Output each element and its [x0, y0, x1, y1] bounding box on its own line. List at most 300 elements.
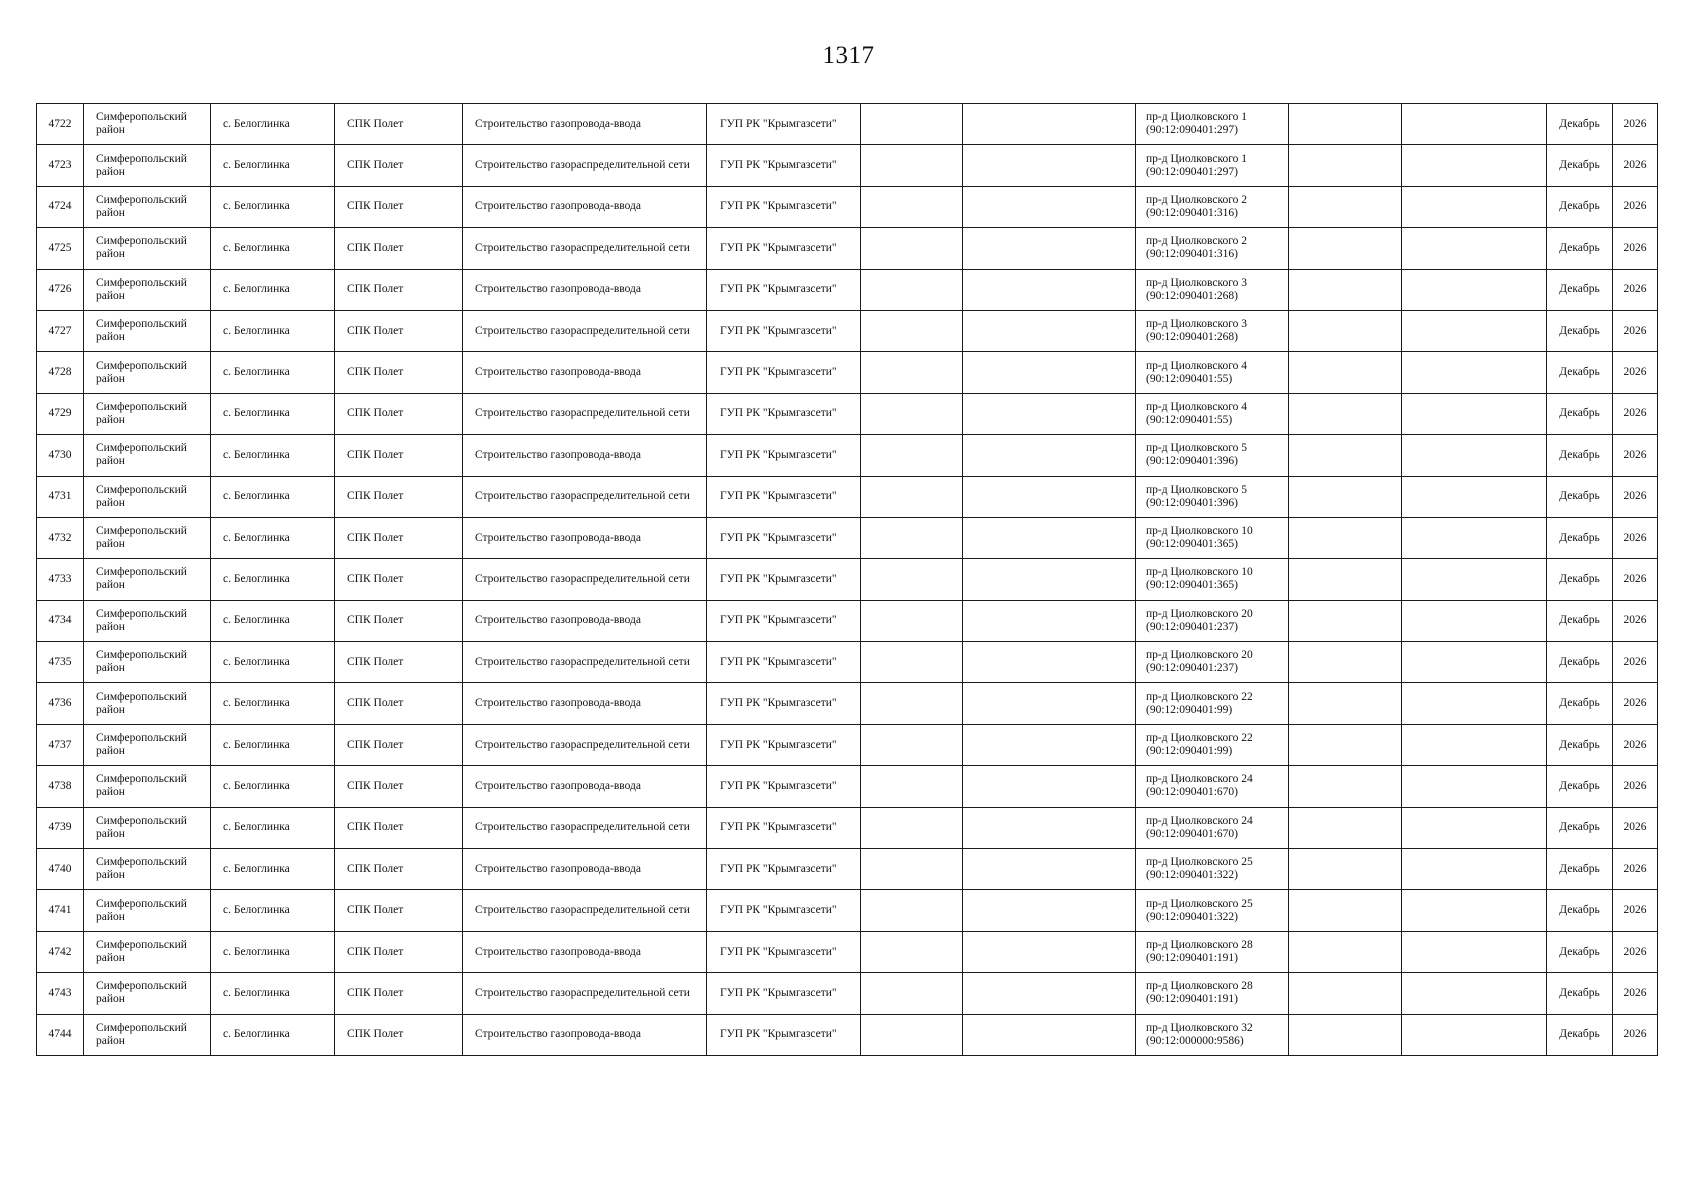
month-cell: Декабрь — [1547, 890, 1613, 931]
empty-cell — [963, 766, 1136, 807]
month-cell: Декабрь — [1547, 973, 1613, 1014]
organization-cell: ГУП РК "Крымгазсети" — [707, 476, 861, 517]
organization-cell: ГУП РК "Крымгазсети" — [707, 1014, 861, 1055]
empty-cell — [861, 642, 963, 683]
empty-cell — [861, 890, 963, 931]
row-number-cell: 4733 — [37, 559, 84, 600]
year-cell: 2026 — [1613, 269, 1658, 310]
empty-cell — [1402, 724, 1547, 765]
empty-cell — [1402, 517, 1547, 558]
empty-cell — [1289, 849, 1402, 890]
address-cell — [1136, 724, 1289, 765]
row-number-cell: 4729 — [37, 393, 84, 434]
table-row — [37, 931, 1658, 972]
address-cell — [1136, 476, 1289, 517]
month-cell: Декабрь — [1547, 766, 1613, 807]
customer-cell: СПК Полет — [335, 890, 463, 931]
organization-cell: ГУП РК "Крымгазсети" — [707, 766, 861, 807]
address-cell — [1136, 559, 1289, 600]
year-cell: 2026 — [1613, 352, 1658, 393]
address-text: пр-д Циолковского 4 — [1146, 400, 1248, 413]
empty-cell — [1289, 890, 1402, 931]
empty-cell — [861, 724, 963, 765]
customer-cell: СПК Полет — [335, 559, 463, 600]
page-number: 1317 — [822, 42, 875, 69]
address-text: пр-д Циолковского 24 — [1146, 773, 1253, 786]
empty-cell — [963, 517, 1136, 558]
row-number-cell: 4726 — [37, 269, 84, 310]
address-cell — [1136, 766, 1289, 807]
customer-cell: СПК Полет — [335, 352, 463, 393]
table-row — [37, 145, 1658, 186]
address-text: пр-д Циолковского 5 — [1146, 442, 1248, 455]
organization-cell: ГУП РК "Крымгазсети" — [707, 559, 861, 600]
month-cell: Декабрь — [1547, 228, 1613, 269]
row-number-cell: 4744 — [37, 1014, 84, 1055]
work-type-cell: Строительство газопровода-ввода — [463, 104, 707, 145]
district-cell: Симферопольский район — [84, 849, 211, 890]
cadastral-number: (90:12:090401:191) — [1146, 993, 1238, 1006]
settlement-cell: с. Белоглинка — [211, 683, 335, 724]
cadastral-number: (90:12:090401:99) — [1146, 703, 1233, 716]
settlement-cell: с. Белоглинка — [211, 973, 335, 1014]
address-cell — [1136, 807, 1289, 848]
empty-cell — [1402, 642, 1547, 683]
address-cell — [1136, 1014, 1289, 1055]
row-number-cell: 4724 — [37, 186, 84, 227]
work-type-cell: Строительство газораспределительной сети — [463, 145, 707, 186]
data-table — [36, 103, 1658, 1056]
organization-cell: ГУП РК "Крымгазсети" — [707, 890, 861, 931]
organization-cell: ГУП РК "Крымгазсети" — [707, 517, 861, 558]
organization-cell: ГУП РК "Крымгазсети" — [707, 724, 861, 765]
empty-cell — [963, 310, 1136, 351]
organization-cell: ГУП РК "Крымгазсети" — [707, 973, 861, 1014]
settlement-cell: с. Белоглинка — [211, 186, 335, 227]
month-cell: Декабрь — [1547, 269, 1613, 310]
address-text: пр-д Циолковского 20 — [1146, 649, 1253, 662]
month-cell: Декабрь — [1547, 642, 1613, 683]
month-cell: Декабрь — [1547, 600, 1613, 641]
empty-cell — [963, 352, 1136, 393]
cadastral-number: (90:12:090401:237) — [1146, 662, 1238, 675]
empty-cell — [963, 476, 1136, 517]
year-cell: 2026 — [1613, 559, 1658, 600]
month-cell: Декабрь — [1547, 683, 1613, 724]
table-row — [37, 724, 1658, 765]
settlement-cell: с. Белоглинка — [211, 1014, 335, 1055]
customer-cell: СПК Полет — [335, 807, 463, 848]
district-cell: Симферопольский район — [84, 228, 211, 269]
work-type-cell: Строительство газопровода-ввода — [463, 517, 707, 558]
empty-cell — [861, 476, 963, 517]
address-text: пр-д Циолковского 32 — [1146, 1021, 1253, 1034]
settlement-cell: с. Белоглинка — [211, 228, 335, 269]
empty-cell — [1289, 766, 1402, 807]
empty-cell — [1402, 476, 1547, 517]
address-cell — [1136, 973, 1289, 1014]
empty-cell — [1289, 683, 1402, 724]
table-row — [37, 393, 1658, 434]
row-number-cell: 4727 — [37, 310, 84, 351]
settlement-cell: с. Белоглинка — [211, 890, 335, 931]
cadastral-number: (90:12:090401:55) — [1146, 372, 1233, 385]
address-text: пр-д Циолковского 20 — [1146, 607, 1253, 620]
empty-cell — [963, 683, 1136, 724]
year-cell: 2026 — [1613, 1014, 1658, 1055]
district-cell: Симферопольский район — [84, 1014, 211, 1055]
organization-cell: ГУП РК "Крымгазсети" — [707, 807, 861, 848]
empty-cell — [1402, 435, 1547, 476]
address-text: пр-д Циолковского 25 — [1146, 856, 1253, 869]
empty-cell — [1402, 104, 1547, 145]
empty-cell — [963, 186, 1136, 227]
empty-cell — [861, 228, 963, 269]
customer-cell: СПК Полет — [335, 228, 463, 269]
address-text: пр-д Циолковского 3 — [1146, 276, 1248, 289]
work-type-cell: Строительство газопровода-ввода — [463, 683, 707, 724]
address-text: пр-д Циолковского 24 — [1146, 814, 1253, 827]
address-cell — [1136, 849, 1289, 890]
district-cell: Симферопольский район — [84, 890, 211, 931]
address-cell — [1136, 104, 1289, 145]
empty-cell — [1402, 683, 1547, 724]
row-number-cell: 4739 — [37, 807, 84, 848]
month-cell: Декабрь — [1547, 931, 1613, 972]
work-type-cell: Строительство газопровода-ввода — [463, 766, 707, 807]
empty-cell — [1402, 600, 1547, 641]
row-number-cell: 4730 — [37, 435, 84, 476]
address-cell — [1136, 517, 1289, 558]
empty-cell — [1402, 186, 1547, 227]
year-cell: 2026 — [1613, 476, 1658, 517]
table-row — [37, 849, 1658, 890]
district-cell: Симферопольский район — [84, 352, 211, 393]
table-body — [37, 104, 1658, 1056]
empty-cell — [861, 145, 963, 186]
cadastral-number: (90:12:090401:99) — [1146, 745, 1233, 758]
customer-cell: СПК Полет — [335, 683, 463, 724]
cadastral-number: (90:12:090401:237) — [1146, 620, 1238, 633]
address-cell — [1136, 269, 1289, 310]
year-cell: 2026 — [1613, 931, 1658, 972]
customer-cell: СПК Полет — [335, 435, 463, 476]
address-text: пр-д Циолковского 10 — [1146, 566, 1253, 579]
month-cell: Декабрь — [1547, 352, 1613, 393]
empty-cell — [963, 973, 1136, 1014]
address-text: пр-д Циолковского 28 — [1146, 980, 1253, 993]
month-cell: Декабрь — [1547, 435, 1613, 476]
organization-cell: ГУП РК "Крымгазсети" — [707, 269, 861, 310]
empty-cell — [1289, 807, 1402, 848]
table-row — [37, 683, 1658, 724]
address-cell — [1136, 310, 1289, 351]
district-cell: Симферопольский район — [84, 517, 211, 558]
empty-cell — [1289, 186, 1402, 227]
row-number-cell: 4740 — [37, 849, 84, 890]
work-type-cell: Строительство газораспределительной сети — [463, 642, 707, 683]
table-row — [37, 559, 1658, 600]
work-type-cell: Строительство газопровода-ввода — [463, 1014, 707, 1055]
table-row — [37, 1014, 1658, 1055]
customer-cell: СПК Полет — [335, 186, 463, 227]
month-cell: Декабрь — [1547, 145, 1613, 186]
table-row — [37, 104, 1658, 145]
empty-cell — [1402, 849, 1547, 890]
organization-cell: ГУП РК "Крымгазсети" — [707, 931, 861, 972]
table-row — [37, 766, 1658, 807]
work-type-cell: Строительство газораспределительной сети — [463, 724, 707, 765]
work-type-cell: Строительство газопровода-ввода — [463, 849, 707, 890]
empty-cell — [861, 310, 963, 351]
organization-cell: ГУП РК "Крымгазсети" — [707, 186, 861, 227]
empty-cell — [1289, 517, 1402, 558]
cadastral-number: (90:12:090401:268) — [1146, 289, 1238, 302]
address-text: пр-д Циолковского 1 — [1146, 111, 1248, 124]
table-row — [37, 435, 1658, 476]
work-type-cell: Строительство газораспределительной сети — [463, 559, 707, 600]
empty-cell — [1402, 228, 1547, 269]
empty-cell — [1402, 269, 1547, 310]
cadastral-number: (90:12:090401:55) — [1146, 413, 1233, 426]
settlement-cell: с. Белоглинка — [211, 559, 335, 600]
empty-cell — [1402, 145, 1547, 186]
district-cell: Симферопольский район — [84, 931, 211, 972]
work-type-cell: Строительство газораспределительной сети — [463, 228, 707, 269]
year-cell: 2026 — [1613, 973, 1658, 1014]
district-cell: Симферопольский район — [84, 973, 211, 1014]
empty-cell — [963, 807, 1136, 848]
table-row — [37, 600, 1658, 641]
settlement-cell: с. Белоглинка — [211, 600, 335, 641]
customer-cell: СПК Полет — [335, 269, 463, 310]
month-cell: Декабрь — [1547, 186, 1613, 227]
year-cell: 2026 — [1613, 807, 1658, 848]
empty-cell — [963, 890, 1136, 931]
cadastral-number: (90:12:000000:9586) — [1146, 1034, 1244, 1047]
empty-cell — [963, 559, 1136, 600]
address-text: пр-д Циолковского 28 — [1146, 939, 1253, 951]
cadastral-number: (90:12:090401:316) — [1146, 206, 1238, 219]
work-type-cell: Строительство газопровода-ввода — [463, 600, 707, 641]
address-text: пр-д Циолковского 22 — [1146, 732, 1253, 745]
empty-cell — [861, 1014, 963, 1055]
district-cell: Симферопольский район — [84, 683, 211, 724]
settlement-cell: с. Белоглинка — [211, 931, 335, 972]
address-cell — [1136, 393, 1289, 434]
empty-cell — [861, 393, 963, 434]
work-type-cell: Строительство газопровода-ввода — [463, 931, 707, 972]
district-cell: Симферопольский район — [84, 476, 211, 517]
settlement-cell: с. Белоглинка — [211, 517, 335, 558]
address-cell — [1136, 931, 1289, 972]
address-cell — [1136, 683, 1289, 724]
settlement-cell: с. Белоглинка — [211, 352, 335, 393]
empty-cell — [1289, 435, 1402, 476]
empty-cell — [861, 600, 963, 641]
address-text: пр-д Циолковского 22 — [1146, 690, 1253, 703]
empty-cell — [1289, 228, 1402, 269]
row-number-cell: 4722 — [37, 104, 84, 145]
organization-cell: ГУП РК "Крымгазсети" — [707, 435, 861, 476]
customer-cell: СПК Полет — [335, 145, 463, 186]
empty-cell — [861, 807, 963, 848]
month-cell: Декабрь — [1547, 807, 1613, 848]
district-cell: Симферопольский район — [84, 766, 211, 807]
customer-cell: СПК Полет — [335, 476, 463, 517]
organization-cell: ГУП РК "Крымгазсети" — [707, 600, 861, 641]
row-number-cell: 4734 — [37, 600, 84, 641]
address-text: пр-д Циолковского 10 — [1146, 525, 1253, 538]
empty-cell — [1289, 310, 1402, 351]
empty-cell — [963, 642, 1136, 683]
empty-cell — [1289, 352, 1402, 393]
row-number-cell: 4732 — [37, 517, 84, 558]
district-cell: Симферопольский район — [84, 724, 211, 765]
empty-cell — [963, 104, 1136, 145]
month-cell: Декабрь — [1547, 393, 1613, 434]
table-row — [37, 476, 1658, 517]
empty-cell — [1402, 559, 1547, 600]
empty-cell — [1289, 269, 1402, 310]
row-number-cell: 4728 — [37, 352, 84, 393]
empty-cell — [861, 517, 963, 558]
organization-cell: ГУП РК "Крымгазсети" — [707, 352, 861, 393]
address-text: пр-д Циолковского 1 — [1146, 152, 1248, 165]
customer-cell: СПК Полет — [335, 724, 463, 765]
customer-cell: СПК Полет — [335, 600, 463, 641]
customer-cell: СПК Полет — [335, 931, 463, 972]
empty-cell — [963, 393, 1136, 434]
cadastral-number: (90:12:090401:297) — [1146, 124, 1238, 137]
table-row — [37, 186, 1658, 227]
year-cell: 2026 — [1613, 849, 1658, 890]
table-row — [37, 890, 1658, 931]
empty-cell — [1289, 476, 1402, 517]
settlement-cell: с. Белоглинка — [211, 807, 335, 848]
organization-cell: ГУП РК "Крымгазсети" — [707, 683, 861, 724]
year-cell: 2026 — [1613, 642, 1658, 683]
empty-cell — [1289, 145, 1402, 186]
address-text: пр-д Циолковского 2 — [1146, 193, 1248, 206]
month-cell: Декабрь — [1547, 849, 1613, 890]
year-cell: 2026 — [1613, 683, 1658, 724]
table-row — [37, 517, 1658, 558]
settlement-cell: с. Белоглинка — [211, 269, 335, 310]
address-cell — [1136, 186, 1289, 227]
row-number-cell: 4741 — [37, 890, 84, 931]
work-type-cell: Строительство газопровода-ввода — [463, 186, 707, 227]
table-row — [37, 228, 1658, 269]
cadastral-number: (90:12:090401:365) — [1146, 579, 1238, 592]
month-cell: Декабрь — [1547, 724, 1613, 765]
row-number-cell: 4738 — [37, 766, 84, 807]
empty-cell — [861, 931, 963, 972]
table-row — [37, 352, 1658, 393]
empty-cell — [1402, 766, 1547, 807]
address-cell — [1136, 145, 1289, 186]
year-cell: 2026 — [1613, 766, 1658, 807]
organization-cell: ГУП РК "Крымгазсети" — [707, 393, 861, 434]
district-cell: Симферопольский район — [84, 435, 211, 476]
work-type-cell: Строительство газораспределительной сети — [463, 393, 707, 434]
empty-cell — [1289, 724, 1402, 765]
customer-cell: СПК Полет — [335, 310, 463, 351]
district-cell: Симферопольский район — [84, 269, 211, 310]
row-number-cell: 4737 — [37, 724, 84, 765]
empty-cell — [861, 435, 963, 476]
year-cell: 2026 — [1613, 517, 1658, 558]
year-cell: 2026 — [1613, 724, 1658, 765]
district-cell: Симферопольский район — [84, 310, 211, 351]
work-type-cell: Строительство газопровода-ввода — [463, 269, 707, 310]
empty-cell — [1289, 973, 1402, 1014]
year-cell: 2026 — [1613, 435, 1658, 476]
empty-cell — [861, 352, 963, 393]
empty-cell — [861, 973, 963, 1014]
customer-cell: СПК Полет — [335, 642, 463, 683]
year-cell: 2026 — [1613, 186, 1658, 227]
row-number-cell: 4731 — [37, 476, 84, 517]
customer-cell: СПК Полет — [335, 1014, 463, 1055]
cadastral-number: (90:12:090401:268) — [1146, 331, 1238, 344]
cadastral-number: (90:12:090401:322) — [1146, 869, 1238, 882]
empty-cell — [1402, 973, 1547, 1014]
cadastral-number: (90:12:090401:670) — [1146, 786, 1238, 799]
empty-cell — [963, 724, 1136, 765]
empty-cell — [1289, 393, 1402, 434]
empty-cell — [1402, 931, 1547, 972]
settlement-cell: с. Белоглинка — [211, 393, 335, 434]
customer-cell: СПК Полет — [335, 517, 463, 558]
district-cell: Симферопольский район — [84, 807, 211, 848]
work-type-cell: Строительство газораспределительной сети — [463, 310, 707, 351]
customer-cell: СПК Полет — [335, 104, 463, 145]
empty-cell — [963, 600, 1136, 641]
cadastral-number: (90:12:090401:365) — [1146, 538, 1238, 551]
address-cell — [1136, 435, 1289, 476]
settlement-cell: с. Белоглинка — [211, 104, 335, 145]
district-cell: Симферопольский район — [84, 600, 211, 641]
organization-cell: ГУП РК "Крымгазсети" — [707, 145, 861, 186]
empty-cell — [963, 145, 1136, 186]
address-text: пр-д Циолковского 5 — [1146, 483, 1248, 496]
organization-cell: ГУП РК "Крымгазсети" — [707, 310, 861, 351]
year-cell: 2026 — [1613, 228, 1658, 269]
work-type-cell: Строительство газораспределительной сети — [463, 890, 707, 931]
empty-cell — [963, 228, 1136, 269]
cadastral-number: (90:12:090401:297) — [1146, 165, 1238, 178]
year-cell: 2026 — [1613, 145, 1658, 186]
year-cell: 2026 — [1613, 890, 1658, 931]
month-cell: Декабрь — [1547, 104, 1613, 145]
settlement-cell: с. Белоглинка — [211, 476, 335, 517]
empty-cell — [861, 104, 963, 145]
empty-cell — [1289, 1014, 1402, 1055]
address-cell — [1136, 228, 1289, 269]
cadastral-number: (90:12:090401:322) — [1146, 910, 1238, 923]
month-cell: Декабрь — [1547, 476, 1613, 517]
organization-cell: ГУП РК "Крымгазсети" — [707, 642, 861, 683]
district-cell: Симферопольский район — [84, 145, 211, 186]
month-cell: Декабрь — [1547, 559, 1613, 600]
year-cell: 2026 — [1613, 310, 1658, 351]
year-cell: 2026 — [1613, 393, 1658, 434]
cadastral-number: (90:12:090401:396) — [1146, 455, 1238, 468]
row-number-cell: 4723 — [37, 145, 84, 186]
organization-cell: ГУП РК "Крымгазсети" — [707, 104, 861, 145]
row-number-cell: 4742 — [37, 931, 84, 972]
